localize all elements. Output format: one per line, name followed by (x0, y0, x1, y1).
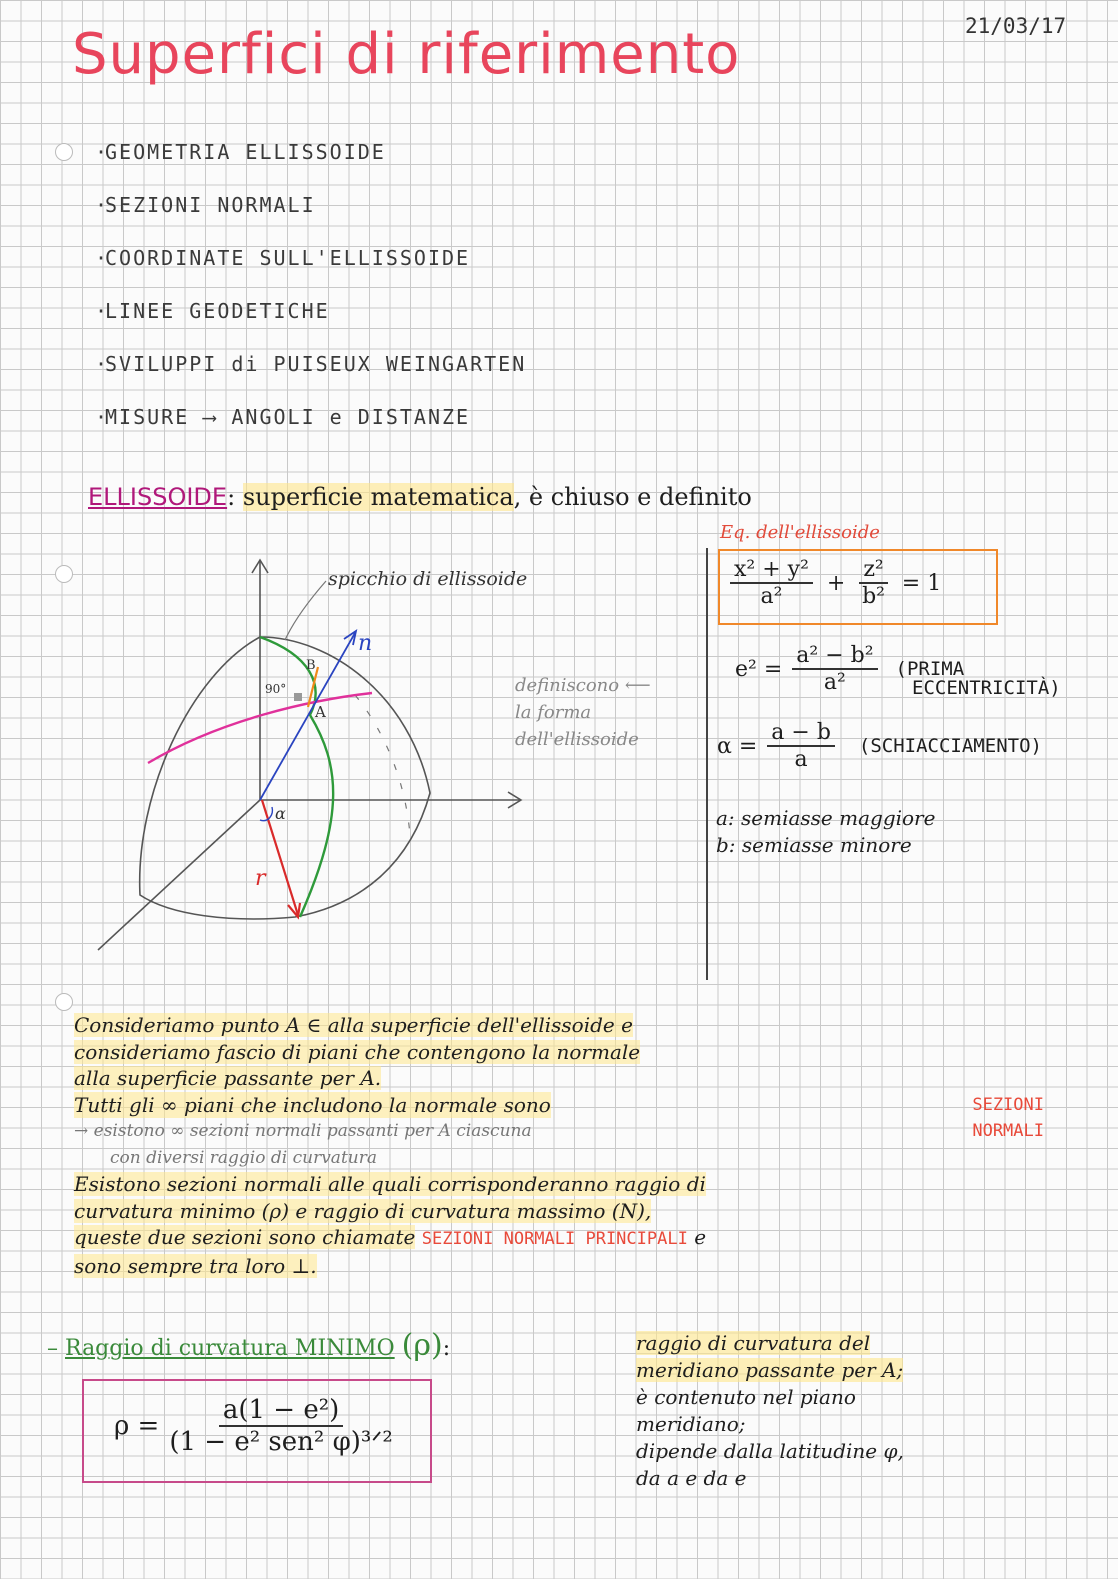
min-radius-heading: – Raggio di curvatura MINIMO (ρ): (47, 1328, 451, 1363)
y-axis (98, 800, 260, 950)
pointer-line (285, 581, 326, 640)
ellissoide-keyword: ELLISSOIDE (88, 483, 228, 511)
list-item: ·SEZIONI NORMALI (95, 193, 316, 217)
punch-hole (55, 143, 73, 161)
list-item: ·COORDINATE SULL'ELLISSOIDE (95, 246, 471, 270)
ellissoide-definition: superficie matematica (242, 483, 514, 511)
page-title: Superfici di riferimento (72, 22, 741, 87)
right-angle-mark (294, 693, 302, 701)
angle-label: 90° (265, 682, 287, 696)
b-label: B (306, 658, 316, 673)
spicchio-label: spicchio di ellissoide (328, 568, 528, 590)
n-label: n (358, 631, 373, 656)
ellissoide-heading: ELLISSOIDE: superficie matematica, è chiuso e definito (88, 483, 752, 511)
flattening-formula: α = $\frac{a - b}{a}$ (SCHIACCIAMENTO) (717, 720, 1042, 772)
alpha-label: α (275, 804, 286, 823)
rho-formula: ρ = $\frac{\text{a(1 − e²)}}{\text{(1 − e² sen² φ)³ᐟ²}}$ (82, 1379, 432, 1483)
date: 21/03/17 (965, 14, 1067, 38)
eccentricity-name: ECCENTRICITÀ) (912, 677, 1061, 699)
list-item: ·LINEE GEODETICHE (95, 299, 330, 323)
topic-list (95, 140, 526, 458)
hidden-edge (355, 695, 410, 835)
ellipsoid-equation: $\frac{\text{x² + y²}}{\text{a²}}$ + $\frac{\text{z²}}{\text{b²}}$ = 1 (718, 549, 998, 625)
meridian-curve (260, 637, 333, 917)
rho-description: raggio di curvatura del meridiano passante per A; è contenuto nel piano meridiano; dipende dalla latitudine φ, da a e da e (636, 1331, 904, 1490)
semiaxes: a: semiasse maggiore b: semiasse minore (716, 806, 936, 857)
list-item: ·SVILUPPI di PUISEUX WEINGARTEN (95, 352, 527, 376)
punch-hole (55, 993, 73, 1011)
normal-sections-paragraph: Consideriamo punto A ∈ alla superficie dell'ellissoide e consideriamo fascio di piani che contengono la normale alla superficie passante per A. Tutti gli ∞ piani che includono la normale sono SEZIONI → esistono ∞ sezioni normali passanti per A ciascuna NORMALI con diversi raggio di curvatura Esistono sezioni normali alle quali corrisponderanno raggio di curvatura minimo (ρ) e raggio di curvatura massimo (N), queste due sezioni sono chiamate SEZIONI NORMALI PRINCIPALI e sono sempre tra loro ⊥. (74, 1013, 1044, 1278)
list-item: ·GEOMETRIA ELLISSOIDE (95, 140, 386, 164)
list-item: ·MISURE ⟶ ANGOLI e DISTANZE (95, 405, 471, 429)
shape-note: definiscono ⟵ la forma dell'ellissoide (515, 675, 651, 750)
divider (706, 548, 708, 980)
r-label: r (255, 866, 266, 891)
ellipsoid-diagram (80, 545, 600, 965)
ellipsoid-outline (140, 637, 430, 919)
eccentricity-formula: e² = $\frac{\text{a² − b²}}{\text{a²}}$ (PRIMA (735, 643, 965, 695)
a-label: A (315, 703, 326, 721)
punch-hole (55, 565, 73, 583)
equation-label: Eq. dell'ellissoide (720, 522, 880, 543)
